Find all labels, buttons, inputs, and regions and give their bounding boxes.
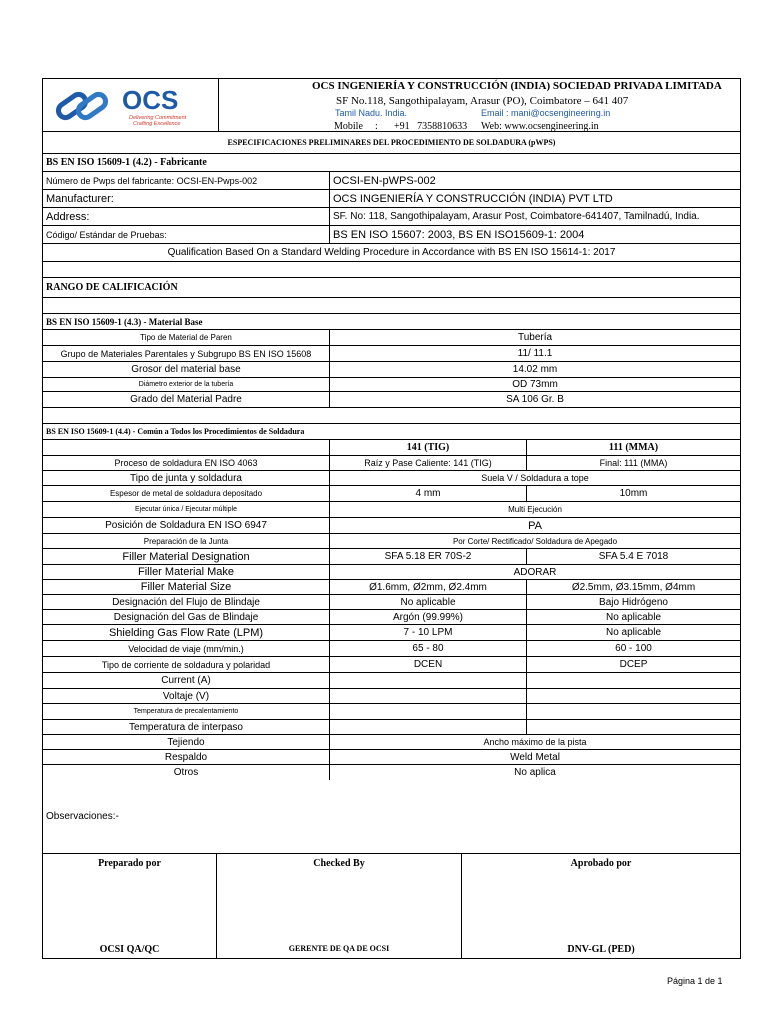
section-base-title: BS EN ISO 15609-1 (4.3) - Material Base [46, 316, 203, 327]
tig-value [330, 720, 527, 734]
tig-value: Ø1.6mm, Ø2mm, Ø2.4mm [330, 580, 527, 594]
field-label: Preparación de la Junta [43, 534, 330, 548]
mma-value: SFA 5.4 E 7018 [598, 551, 669, 562]
field-label: Filler Material Designation [43, 549, 330, 564]
table-row [43, 362, 740, 378]
field-label: Tipo de corriente de soldadura y polaridad [43, 657, 330, 672]
table-row [43, 641, 740, 657]
tig-value [330, 689, 527, 703]
signature-prepared [43, 854, 217, 958]
field-value: OD 73mm [512, 379, 558, 390]
chain-link-icon [43, 79, 218, 131]
table-row [43, 244, 740, 262]
table-row [43, 190, 740, 208]
field-value: Multi Ejecución [508, 505, 562, 514]
logo-tagline-2: Crafting Excellence [133, 121, 181, 127]
section-title-row [43, 424, 740, 440]
mma-value [527, 720, 740, 734]
signature-title: Checked By [313, 858, 365, 869]
doc-title: ESPECIFICACIONES PRELIMINARES DEL PROCEDIMIENTO DE SOLDADURA (pWPS) [227, 138, 556, 147]
qualification-text: Qualification Based On a Standard Welding Procedure in Accordance with BS EN ISO 15614-1: 2017 [167, 247, 616, 258]
tig-value [330, 673, 527, 688]
wps-document [42, 78, 741, 959]
table-row [43, 226, 740, 244]
field-label: Manufacturer: [43, 190, 330, 207]
field-value: OCSI-EN-pWPS-002 [333, 174, 436, 187]
table-row [43, 673, 740, 689]
field-label: Address: [43, 208, 330, 225]
field-label: Tejiendo [43, 735, 330, 749]
blank-row [43, 262, 740, 278]
table-row [43, 595, 740, 610]
table-row [43, 720, 740, 735]
company-name: OCS INGENIERÍA Y CONSTRUCCIÓN (INDIA) SOCIEDAD PRIVADA LIMITADA [312, 80, 722, 92]
signature-footer: OCSI QA/QC [99, 944, 160, 955]
field-label: Designación del Flujo de Blindaje [43, 595, 330, 609]
tig-value [330, 704, 527, 719]
field-value: No aplica [514, 767, 556, 778]
table-row [43, 502, 740, 518]
table-row [43, 580, 740, 595]
field-value: ADORAR [513, 566, 557, 578]
field-value: BS EN ISO 15607: 2003, BS EN ISO15609-1: 2004 [333, 228, 585, 241]
field-label: Posición de Soldadura EN ISO 6947 [43, 518, 330, 533]
field-value: Suela V / Soldadura a tope [481, 473, 589, 483]
tig-value: 65 - 80 [330, 641, 527, 656]
table-row [43, 735, 740, 750]
field-value: Tubería [517, 332, 553, 343]
process-header-row [43, 440, 740, 456]
table-row [43, 750, 740, 765]
company-email[interactable]: Email : mani@ocsengineering.in [481, 108, 611, 118]
table-row [43, 330, 740, 346]
field-label: Tipo de Material de Paren [43, 330, 330, 345]
mma-value: 10mm [619, 488, 648, 499]
signature-block [43, 854, 740, 958]
signature-approved [462, 854, 740, 958]
observations-label: Observaciones:- [46, 811, 119, 822]
field-label: Grupo de Materiales Parentales y Subgrupo BS EN ISO 15608 [43, 346, 330, 361]
field-label: Número de Pwps del fabricante: OCSI-EN-Pwps-002 [43, 172, 330, 189]
section-manufacturer-title: BS EN ISO 15609-1 (4.2) - Fabricante [46, 157, 207, 168]
table-row [43, 610, 740, 625]
mma-value: 60 - 100 [615, 643, 652, 654]
company-info [219, 79, 740, 131]
field-value: Weld Metal [510, 751, 560, 763]
mma-value: Ø2.5mm, Ø3.15mm, Ø4mm [571, 581, 696, 593]
logo-tagline-1: Delivering Commitment [129, 115, 187, 121]
field-label: Shielding Gas Flow Rate (LPM) [43, 625, 330, 640]
signature-title: Preparado por [98, 858, 161, 869]
document-header [43, 79, 740, 132]
field-value: Ancho máximo de la pista [483, 737, 587, 747]
signature-footer: DNV-GL (PED) [567, 944, 635, 955]
observations-row [43, 780, 740, 854]
field-label: Espesor de metal de soldadura depositado [43, 486, 330, 501]
table-row [43, 689, 740, 704]
table-row [43, 765, 740, 780]
column-mma: 111 (MMA) [608, 442, 659, 453]
company-mobile-label: Mobile [334, 121, 363, 132]
table-row [43, 518, 740, 534]
mma-value: No aplicable [605, 611, 662, 623]
table-row [43, 471, 740, 486]
mma-value [527, 704, 740, 719]
table-row [43, 456, 740, 471]
mma-value [527, 689, 740, 703]
section-title-row [43, 314, 740, 330]
empty-cell [43, 440, 330, 455]
tig-value: DCEN [330, 657, 527, 672]
field-label: Grado del Material Padre [43, 392, 330, 407]
field-value: SA 106 Gr. B [506, 394, 564, 405]
company-mobile: +91 7358810633 [394, 121, 468, 132]
field-label: Designación del Gas de Blindaje [43, 610, 330, 624]
field-label: Filler Material Size [43, 580, 330, 594]
mma-value: Bajo Hidrógeno [599, 596, 668, 608]
signature-title: Aprobado por [570, 858, 632, 869]
company-state: Tamil Nadu. India. [335, 108, 408, 118]
section-common-title: BS EN ISO 15609-1 (4.4) - Común a Todos los Procedimientos de Soldadura [46, 427, 305, 436]
field-label: Temperatura de precalentamiento [43, 704, 330, 719]
section-title-row [43, 278, 740, 298]
tig-value: Raíz y Pase Caliente: 141 (TIG) [330, 456, 527, 470]
table-row [43, 486, 740, 502]
field-label: Proceso de soldadura EN ISO 4063 [43, 456, 330, 470]
company-web[interactable]: Web: www.ocsengineering.in [481, 121, 599, 132]
field-value: PA [528, 519, 542, 532]
table-row [43, 346, 740, 362]
section-title-row [43, 154, 740, 172]
field-label: Otros [43, 765, 330, 780]
common-rows [43, 456, 740, 780]
field-label: Respaldo [43, 750, 330, 764]
signature-checked [217, 854, 462, 958]
table-row [43, 208, 740, 226]
field-label: Grosor del material base [43, 362, 330, 377]
signature-footer: GERENTE DE QA DE OCSI [288, 944, 390, 953]
field-value: SF. No: 118, Sangothipalayam, Arasur Post, Coimbatore-641407, Tamilnadú, India. [333, 211, 700, 222]
table-row [43, 534, 740, 549]
tig-value: Argón (99.99%) [330, 610, 527, 624]
mma-value: No aplicable [605, 627, 662, 638]
field-label: Ejecutar única / Ejecutar múltiple [43, 502, 330, 517]
field-value: 11/ 11.1 [517, 348, 553, 359]
table-row [43, 378, 740, 392]
table-row [43, 625, 740, 641]
company-address: SF No.118, Sangothipalayam, Arasur (PO), Coimbatore – 641 407 [336, 95, 629, 107]
table-row [43, 549, 740, 565]
table-row [43, 392, 740, 408]
doc-title-row [43, 132, 740, 154]
table-row [43, 565, 740, 580]
field-label: Filler Material Make [43, 565, 330, 579]
tig-value: 4 mm [330, 486, 527, 501]
tig-value: SFA 5.18 ER 70S-2 [330, 549, 527, 564]
table-row [43, 657, 740, 673]
page-number: Página 1 de 1 [667, 976, 723, 986]
blank-row [43, 298, 740, 314]
field-value: 14.02 mm [512, 364, 558, 375]
field-value: OCS INGENIERÍA Y CONSTRUCCIÓN (INDIA) PVT LTD [333, 192, 613, 205]
field-label: Current (A) [43, 673, 330, 688]
field-label: Diámetro exterior de la tubería [43, 378, 330, 391]
mma-value [527, 673, 740, 688]
field-label: Velocidad de viaje (mm/min.) [43, 641, 330, 656]
column-tig: 141 (TIG) [330, 440, 527, 455]
tig-value: No aplicable [330, 595, 527, 609]
blank-row [43, 408, 740, 424]
field-label: Voltaje (V) [43, 689, 330, 703]
section-range-title: RANGO DE CALIFICACIÓN [46, 282, 178, 293]
logo-wordmark: OCS [122, 85, 179, 115]
field-label: Código/ Estándar de Pruebas: [43, 226, 330, 243]
mma-value: DCEP [619, 659, 648, 670]
tig-value: 7 - 10 LPM [330, 625, 527, 640]
company-logo [43, 79, 219, 131]
table-row [43, 704, 740, 720]
field-label: Temperatura de interpaso [43, 720, 330, 734]
field-value: Por Corte/ Rectificado/ Soldadura de Apegado [452, 536, 618, 546]
table-row [43, 172, 740, 190]
field-label: Tipo de junta y soldadura [43, 471, 330, 485]
mobile-separator: : [375, 121, 378, 132]
mma-value: Final: 111 (MMA) [599, 458, 668, 468]
